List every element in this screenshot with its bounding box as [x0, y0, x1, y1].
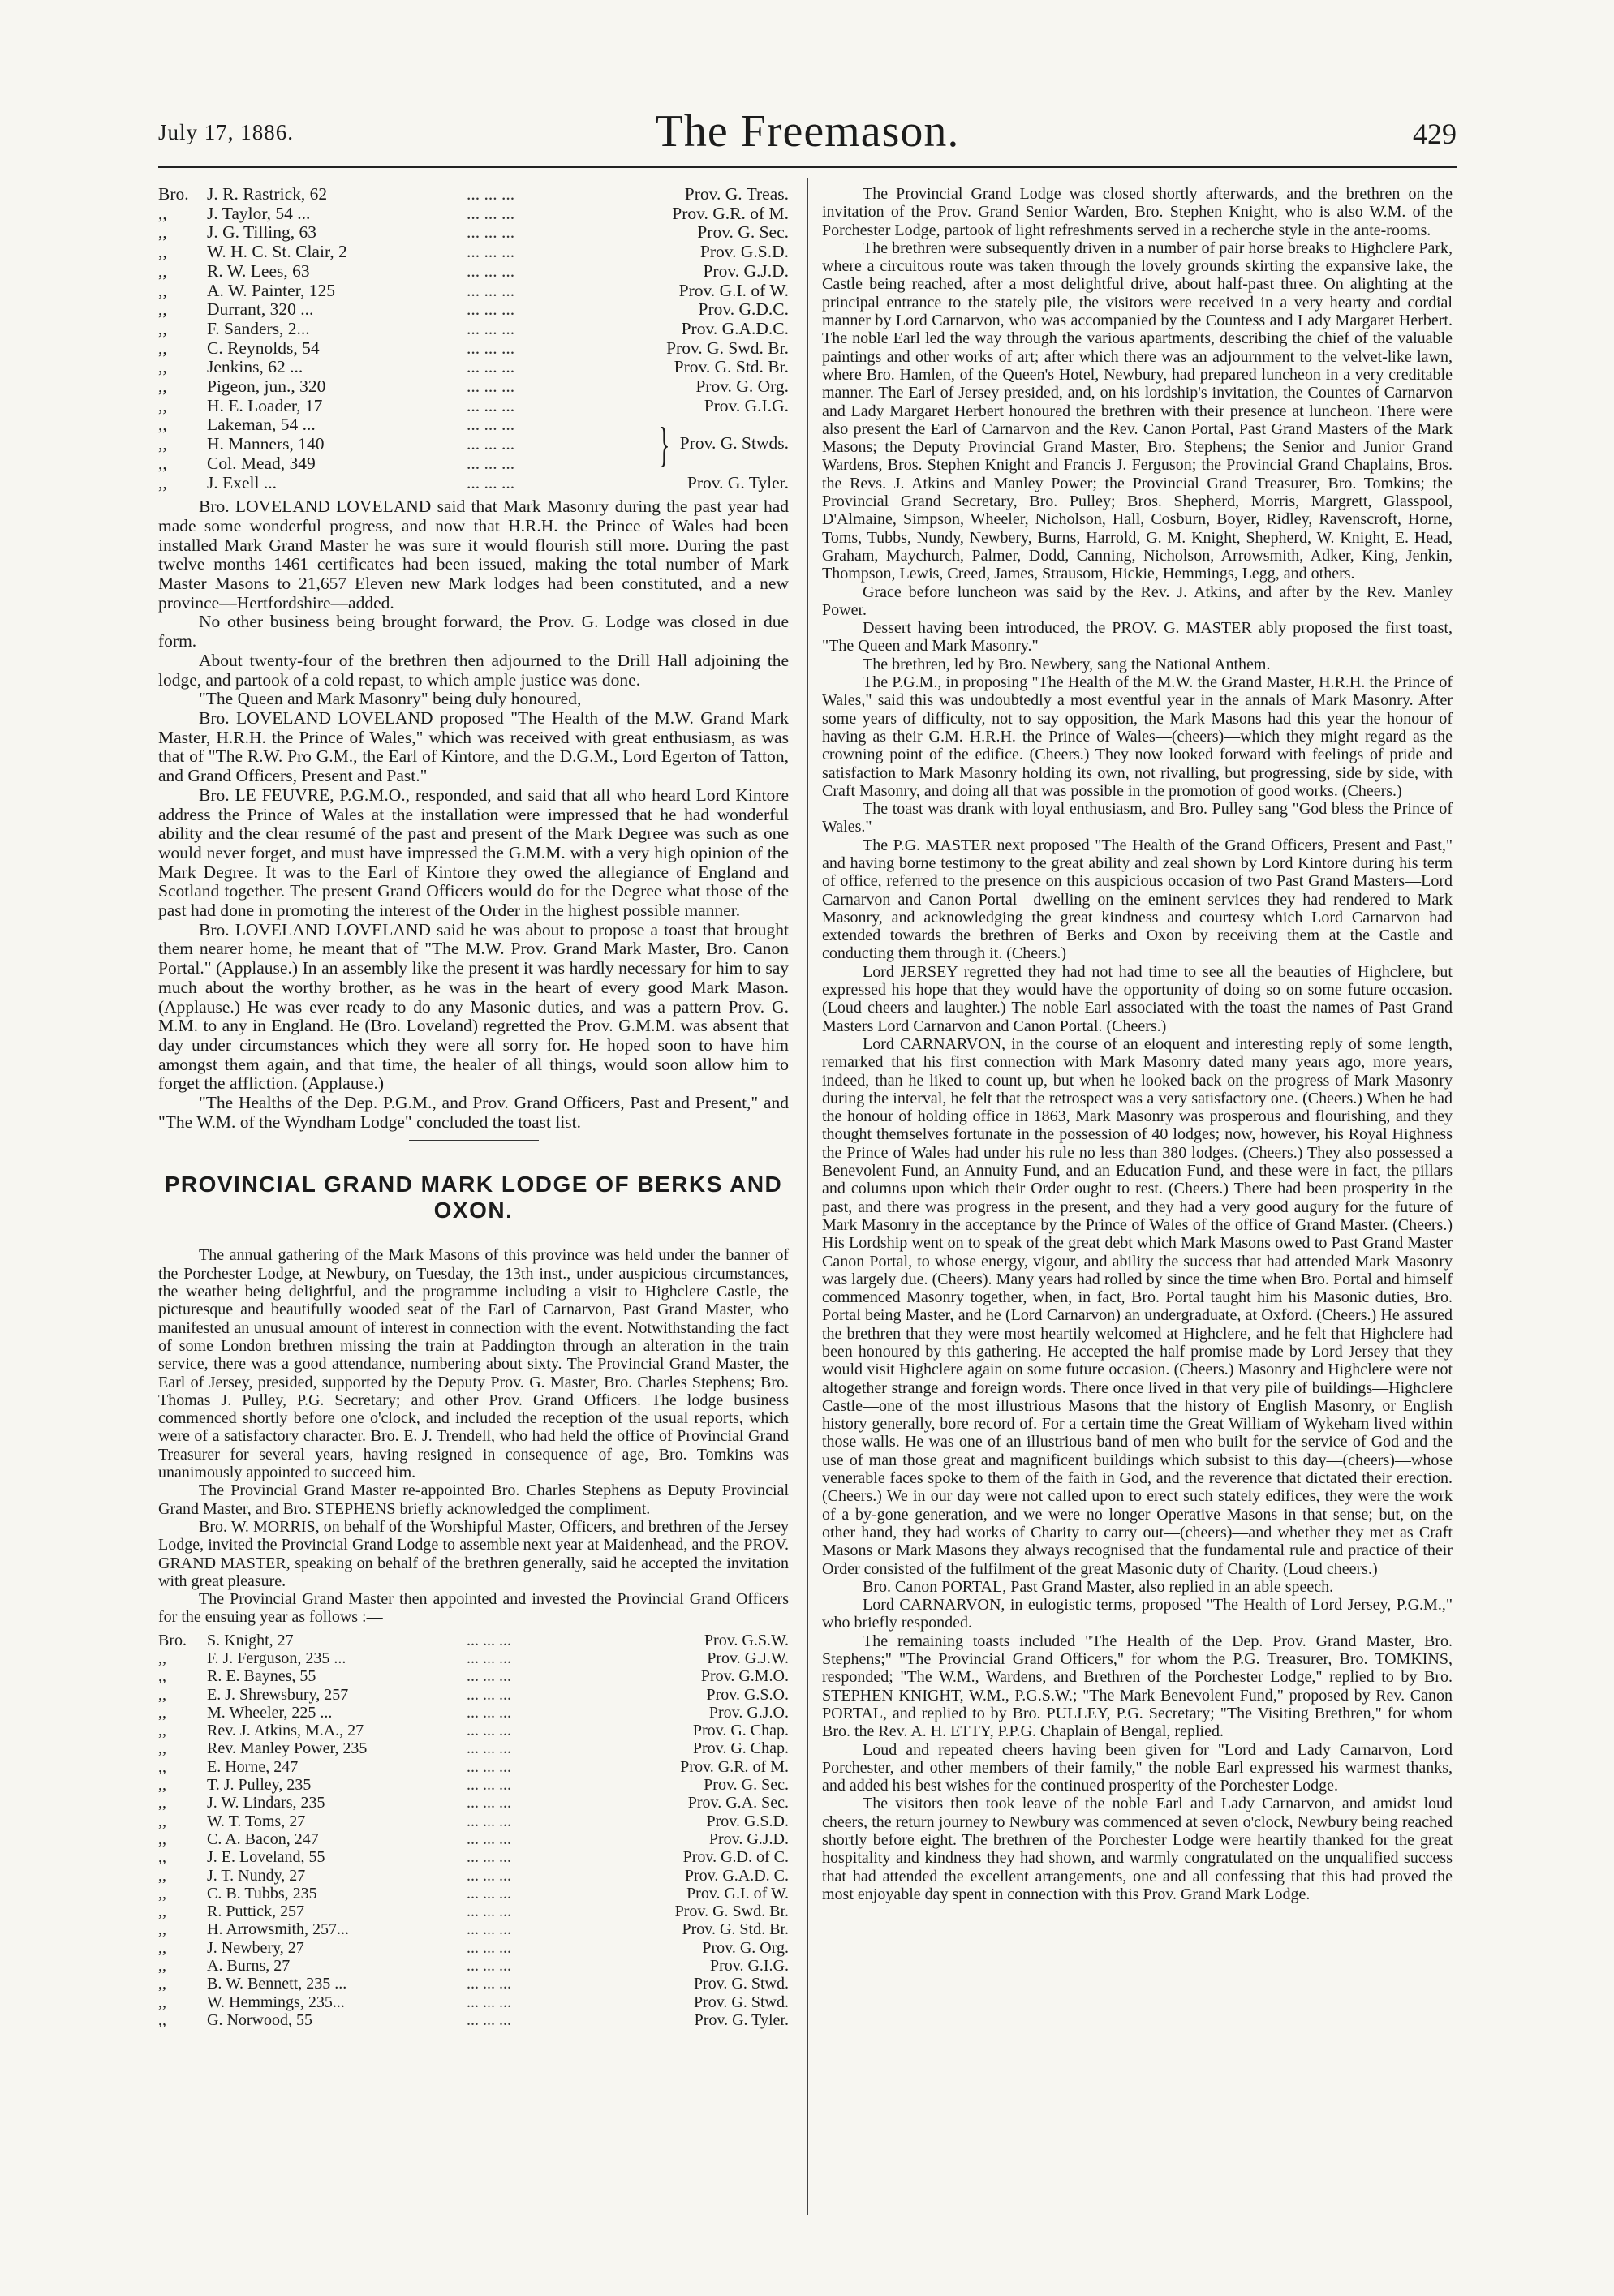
table-row: ,, G. Norwood, 55 ... ... ... Prov. G. Tyler. [158, 2010, 789, 2029]
table-row: ,, C. Reynolds, 54 ... ... ... Prov. G. Swd. Br. [158, 338, 789, 358]
paragraph: The Provincial Grand Master re-appointed Bro. Charles Stephens as Deputy Provincial Grand Master, and Bro. STEPHENS briefly acknowledged the compliment. [158, 1481, 789, 1518]
paragraph: Bro. W. MORRIS, on behalf of the Worshipful Master, Officers, and brethren of the Jersey Lodge, invited the Provincial Grand Lodge to assemble next year at Maidenhead, and the PROV. GRAND MASTER, speaking on behalf of the brethren generally, said he accepted the invitation with great pleasure. [158, 1517, 789, 1590]
right-column [822, 185, 1453, 1903]
stewards-office: Prov. G. Stwds. [679, 432, 789, 453]
column-divider [807, 178, 808, 2215]
table-row: ,, J. Taylor, 54 ... ... ... ... Prov. G.R. of M. [158, 203, 789, 223]
table-row: ,, F. Sanders, 2... ... ... ... Prov. G.A.D.C. [158, 318, 789, 338]
table-row: ,, H. Arrowsmith, 257... ... ... ... Prov. G. Std. Br. [158, 1920, 789, 1939]
table-row: Bro. J. R. Rastrick, 62 ... ... ... Prov. G. Treas. [158, 184, 789, 204]
issue-date: July 17, 1886. [158, 120, 295, 144]
table-row: ,, Jenkins, 62 ... ... ... ... Prov. G. Std. Br. [158, 357, 789, 377]
table-row: ,, W. H. C. St. Clair, 2 ... ... ... Prov. G.S.D. [158, 242, 789, 262]
table-row: ,, E. Horne, 247 ... ... ... Prov. G.R. of M. [158, 1757, 789, 1776]
paragraph: Lord JERSEY regretted they had not had time to see all the beauties of Highclere, but expressed his hope that they would have the opportunity of doing so on some future occasion. (Loud cheers and laughter.) The noble Earl associated with the toast the names of Past Grand Masters Lord Carnarvon and Canon Portal. (Cheers.) [822, 962, 1453, 1035]
table-row: ,, A. W. Painter, 125 ... ... ... Prov. G.I. of W. [158, 280, 789, 300]
paragraph: Grace before luncheon was said by the Rev. J. Atkins, and after by the Rev. Manley Power. [822, 583, 1453, 619]
table-row: ,, C. A. Bacon, 247 ... ... ... Prov. G.J.D. [158, 1829, 789, 1848]
table-row: ,, R. Puttick, 257 ... ... ... Prov. G. Swd. Br. [158, 1903, 789, 1921]
paragraph: No other business being brought forward, the Prov. G. Lodge was closed in due form. [158, 612, 789, 651]
officers-table-top [158, 185, 789, 492]
paragraph: Lord CARNARVON, in the course of an eloquent and interesting reply of some length, remarked that his first connection with Mark Masonry dated many years ago, more years, indeed, than he liked to count up, but when he looked back on the progress of Mark Masonry during the interval, he felt that the retrospect was a very satisfactory one. (Cheers.) When he had the honour of holding office in 1863, Mark Masonry was prosperous and flourishing, and they thought themselves fortunate in the possession of 40 lodges; now, however, his Royal Highness the Prince of Wales had under his rule no less than 380 lodges. (Cheers.) They also possessed a Benevolent Fund, an Annuity Fund, and an Education Fund, and these were in fact, the pillars and columns upon which their Order ought to rest. (Cheers.) There had been prosperity in the past, and there was progress in the present, and they had a very good augury for the future of Mark Masonry in the acceptance by the Prince of Wales of the office of Grand Master. (Cheers.) His Lordship went on to speak of the great debt which Mark Masons owed to Past Grand Master Canon Portal, to whose energy, vigour, and ability the success that had attended Mark Masonry was largely due. (Cheers). Many years had rolled by since the time when Bro. Portal and himself commenced Masonry together, when, in fact, Bro. Portal taught him his Masonic duties, Bro. Portal being Master, and he (Lord Carnarvon) an undergraduate, at Oxford. (Cheers.) He assured the brethren that they were most heartily welcomed at Highclere, and he felt that Highclere had been honoured by this gathering. He accepted the half promise made by Lord Jersey that they would visit Highclere again on some future occasion. (Cheers.) Masonry and Highclere were not altogether strange and foreign words. There once lived in that very pile of buildings—Highclere Castle—one of the most illustrious Masons that the history of English Masonry, or English history generally, bore record of. For a certain time the Great William of Wykeham lived within those walls. He was one of an illustrious band of men who built for the service of God and the use of man those great and magnificent buildings which subsist to this day—(cheers)—whose venerable faces spoke to them of the faith in God, and the reverence that dictated their erection. (Cheers.) We in our day were not called upon to erect such stately edifices, they were the work of a by-gone generation, and we were no longer Operative Masons in that sense; but, on the other hand, they had works of Charity to carry out—(cheers)—and whether they met as Craft Masons or Mark Masons they always recognised that the fundamental rule and practice of their Order consisted of the fulfilment of the great Masonic duty of Charity. (Loud cheers.) [822, 1034, 1453, 1578]
table-row: ,, J. T. Nundy, 27 ... ... ... Prov. G.A.D. C. [158, 1866, 789, 1885]
table-row: ,, F. J. Ferguson, 235 ... ... ... ... Prov. G.J.W. [158, 1649, 789, 1667]
page-header [158, 105, 1457, 162]
paragraph: The P.G.M., in proposing "The Health of the M.W. the Grand Master, H.R.H. the Prince of Wales," said this was undoubtedly a most eventful year in the annals of Mark Masonry. After some years of difficulty, not to say opposition, the Mark Masons had this year the honour of having as their G.M. H.R.H. the Prince of Wales—(cheers)—which they might regard as the crowning point of the edifice. (Cheers.) They now looked forward with feelings of pride and satisfaction to Mark Masonry holding its own, not rivalling, but progressing, side by side, with Craft Masonry, and doing all that was possible in the promotion of good works. (Cheers.) [822, 673, 1453, 800]
paragraph: The brethren, led by Bro. Newbery, sang the National Anthem. [863, 655, 1271, 673]
table-row: ,, M. Wheeler, 225 ... ... ... ... Prov. G.J.O. [158, 1703, 789, 1722]
paragraph: The brethren were subsequently driven in a number of pair horse breaks to Highclere Park, where a circuitous route was taken through the lovely grounds skirting the expansive lake, the Castle being reached, after a most delightful drive, about half-past three. On alighting at the principal entrance to the stately pile, the visitors were received in a very hearty and cordial manner by Lord Carnarvon, who was accompanied by the Countess and Lady Margaret Herbert. The noble Earl led the way through the various apartments, describing the chief of the valuable paintings and other works of art; after which there was an adjournment to the velvet-like lawn, where Bro. Hamlen, of the Queen's Hotel, Newbury, had prepared luncheon in a very creditable manner. The Earl of Jersey presided, and, on his lordship's invitation, the Countes of Carnarvon and Lady Margaret Herbert honoured the brethren with their presence at luncheon. There were also present the Earl of Carnarvon and the Rev. Canon Portal, Past Grand Masters of the Mark Masons; the Deputy Provincial Grand Master, Bro. Stephens; the Senior and Junior Grand Wardens, Bros. Stephen Knight and Francis J. Ferguson; the Provincial Grand Chaplains, Bros. the Revs. J. Atkins and Manley Power; the Provincial Grand Treasurer, Bro. Tomkins; the Provincial Grand Secretary, Bro. Pulley; Bros. Shepherd, Morris, Margrett, Glasspool, D'Almaine, Simpson, Wheeler, Nicholson, Hall, Cosburn, Boyer, Ridley, Ravenscroft, Horne, Toms, Tubbs, Nundy, Newbery, Burns, Harrold, G. M. Knight, Shepherd, W. Knight, E. Head, Graham, Maychurch, Palmer, Dodd, Canning, Nicholson, Arrowsmith, Adker, King, Jenkin, Thompson, Lewis, Creed, James, Strausom, Hickie, Hemmings, Legg, and others. [822, 239, 1453, 583]
paragraph: Bro. LOVELAND LOVELAND proposed "The Health of the M.W. Grand Mark Master, H.R.H. the Prince of Wales," which was received with great enthusiasm, as was that of "The R.W. Pro G.M., the Earl of Kintore, and the D.G.M., Lord Egerton of Tatton, and Grand Officers, Present and Past." [158, 707, 789, 786]
table-row: ,, Pigeon, jun., 320 ... ... ... Prov. G. Org. [158, 376, 789, 397]
table-row: ,, J. G. Tilling, 63 ... ... ... Prov. G. Sec. [158, 222, 789, 243]
officers-table-bottom [158, 1632, 789, 2030]
paragraph: Dessert having been introduced, the PROV. G. MASTER ably proposed the first toast, "The Queen and Mark Masonry." [822, 619, 1453, 656]
table-row: ,, R. W. Lees, 63 ... ... ... Prov. G.J.D. [158, 260, 789, 281]
table-row: ,, Durrant, 320 ... ... ... ... Prov. G.D.C. [158, 299, 789, 320]
paragraph: Loud and repeated cheers having been given for "Lord and Lady Carnarvon, Lord Porchester, and other members of their family," the noble Earl expressed his warmest thanks, and added his best wishes for the continued prosperity of the Porchester Lodge. [822, 1740, 1453, 1795]
masthead-title: The Freemason. [655, 106, 960, 157]
table-row: ,, J. W. Lindars, 235 ... ... ... Prov. G.A. Sec. [158, 1794, 789, 1812]
paragraph: "The Queen and Mark Masonry" being duly honoured, [199, 689, 582, 709]
table-row: ,, Lakeman, 54 ... ... ... ... } Prov. G. Stwds. [158, 415, 789, 471]
paragraph: Bro. LOVELAND LOVELAND said he was about to propose a toast that brought them nearer home, he meant that of "The M.W. Prov. Grand Mark Master, Bro. Canon Portal." (Applause.) In an assembly like the present it was hardly necessary for him to say much about the worthy brother, as he was in the heart of every good Mark Mason. (Applause.) He was ever ready to do any Masonic duties, and was a pattern Prov. G. M.M. to any in England. He (Bro. Loveland) regretted the Prov. G.M.M. was absent that day under circumstances which they were all sorry for. He hoped soon to have him amongst them again, and that time, the healer of all things, would soon allow him to forget the affliction. (Applause.) [158, 919, 789, 1094]
table-row: ,, H. E. Loader, 17 ... ... ... Prov. G.I.G. [158, 395, 789, 415]
paragraph: Lord CARNARVON, in eulogistic terms, proposed "The Health of Lord Jersey, P.G.M.," who briefly responded. [822, 1596, 1453, 1632]
table-row: Bro. S. Knight, 27 ... ... ... Prov. G.S.W. [158, 1631, 789, 1649]
left-column [158, 185, 789, 2029]
paragraph: The P.G. MASTER next proposed "The Health of the Grand Officers, Present and Past," and having borne testimony to the great ability and zeal shown by Lord Kintore during his term of office, referred to the presence on this auspicious occasion of two Past Grand Masters—Lord Carnarvon and Canon Portal—dwelling on the eminent services they had rendered to Mark Masonry, and acknowledging the great kindness and courtesy which Lord Carnarvon had extended towards the brethren of Berks and Oxon by receiving them at the Castle and conducting them through it. (Cheers.) [822, 836, 1453, 963]
table-row: ,, W. Hemmings, 235... ... ... ... Prov. G. Stwd. [158, 1993, 789, 2011]
paragraph: The Provincial Grand Lodge was closed shortly afterwards, and the brethren on the invitation of the Prov. Grand Senior Warden, Bro. Stephen Knight, who is also W.M. of the Porchester Lodge, partook of light refreshments served in a recherche style in the ante-rooms. [822, 185, 1453, 239]
paragraph: The toast was drank with loyal enthusiasm, and Bro. Pulley sang "God bless the Prince of Wales." [822, 800, 1453, 836]
paragraph: About twenty-four of the brethren then adjourned to the Drill Hall adjoining the lodge, and partook of a cold repast, to which ample justice was done. [158, 650, 789, 690]
paragraph: Bro. LE FEUVRE, P.G.M.O., responded, and said that all who heard Lord Kintore address the Prince of Wales at the installation were impressed that he had wonderful ability and the clear resumé of the past and present of the Mark Degree was such as one would never forget, and must have impressed the G.M.M. with a very high opinion of the Mark Degree. It was to the Earl of Kintore they owed the allegiance of England and Scotland together. The present Grand Officers would do for the Degree what those of the past had done in promoting the interest of the Order in the highest possible manner. [158, 785, 789, 921]
table-row: ,, J. Newbery, 27 ... ... ... Prov. G. Org. [158, 1938, 789, 1957]
table-row: ,, A. Burns, 27 ... ... ... Prov. G.I.G. [158, 1957, 789, 1976]
paragraph: Bro. LOVELAND LOVELAND said that Mark Masonry during the past year had made some wonderful progress, and now that H.R.H. the Prince of Wales had been installed Mark Grand Master he was sure it would flourish still more. During the past twelve months 1461 certificates had been issued, making the total number of Mark Master Masons to 21,657 Eleven new Mark lodges had been constituted, and a new province—Hertfordshire—added. [158, 497, 789, 613]
table-row: ,, W. T. Toms, 27 ... ... ... Prov. G.S.D. [158, 1812, 789, 1830]
table-row: ,, C. B. Tubbs, 235 ... ... ... Prov. G.I. of W. [158, 1884, 789, 1903]
table-row: ,, E. J. Shrewsbury, 257 ... ... ... Prov. G.S.O. [158, 1685, 789, 1704]
paragraph: The remaining toasts included "The Health of the Dep. Prov. Grand Master, Bro. Stephens;" "The Provincial Grand Officers," for whom the P.G. Treasurer, Bro. TOMKINS, responded; "The W.M., Wardens, and Brethren of the Porchester Lodge," replied to by Bro. STEPHEN KNIGHT, W.M., P.G.S.W.; "The Mark Benevolent Fund," proposed by Rev. Canon PORTAL, and replied to by Bro. PULLEY, P.G. Secretary; "The Visiting Brethren," for whom Bro. the Rev. A. H. ETTY, P.P.G. Chaplain of Bengal, replied. [822, 1632, 1453, 1741]
section-heading: PROVINCIAL GRAND MARK LODGE OF BERKS AND OXON. [164, 1172, 783, 1223]
brace-glyph: } [657, 417, 670, 471]
table-row: ,, Rev. J. Atkins, M.A., 27 ... ... ... Prov. G. Chap. [158, 1722, 789, 1740]
table-row: ,, R. E. Baynes, 55 ... ... ... Prov. G.M.O. [158, 1667, 789, 1686]
table-row: ,, T. J. Pulley, 235 ... ... ... Prov. G. Sec. [158, 1776, 789, 1795]
section-divider [409, 1140, 539, 1141]
page-number: 429 [1413, 118, 1457, 150]
table-row: ,, B. W. Bennett, 235 ... ... ... ... Prov. G. Stwd. [158, 1975, 789, 1993]
paragraph: The visitors then took leave of the noble Earl and Lady Carnarvon, and amidst loud cheers, the return journey to Newbury was commenced at seven o'clock, Newbury being reached shortly before eight. The brethren of the Porchester Lodge were heartily thanked for the great hospitality and kindness they had shown, and warmly congratulated on the unqualified success that had attended the excellent arrangements, one and all confessing that this had proved the most enjoyable day spent in connection with this Prov. Grand Mark Lodge. [822, 1795, 1453, 1903]
table-row: ,, J. E. Loveland, 55 ... ... ... Prov. G.D. of C. [158, 1848, 789, 1867]
paragraph: Bro. Canon PORTAL, Past Grand Master, also replied in an able speech. [863, 1577, 1334, 1596]
table-row: ,, J. Exell ... ... ... ... Prov. G. Tyler. [158, 472, 789, 492]
paragraph: The annual gathering of the Mark Masons of this province was held under the banner of the Porchester Lodge, at Newbury, on Tuesday, the 13th inst., under auspicious circumstances, the weather being delightful, and the programme including a visit to Highclere Castle, the picturesque and beautifully wooded seat of the Earl of Carnarvon, Past Grand Master, who manifested an unusual amount of interest in connection with the event. Notwithstanding the fact of some London brethren missing the train at Paddington through an alteration in the train service, there was a good attendance, numbering about sixty. The Provincial Grand Master, the Earl of Jersey, presided, supported by the Deputy Prov. G. Master, Bro. Charles Stephens; Bro. Thomas J. Pulley, P.G. Secretary; and other Prov. Grand Officers. The lodge business commenced shortly before one o'clock, and included the reception of the usual reports, which were of a satisfactory character. Bro. E. J. Trendell, who had held the office of Provincial Grand Treasurer for several years, having resigned in consequence of age, Bro. Tomkins was unanimously appointed to succeed him. [158, 1246, 789, 1482]
table-row: ,, H. Manners, 140 ... ... ... [158, 434, 515, 454]
paragraph: "The Healths of the Dep. P.G.M., and Prov. Grand Officers, Past and Present," and "The W.M. of the Wyndham Lodge" concluded the toast list. [158, 1093, 789, 1132]
table-row: ,, Col. Mead, 349 ... ... ... [158, 453, 515, 473]
table-row: ,, Rev. Manley Power, 235 ... ... ... Prov. G. Chap. [158, 1739, 789, 1758]
header-rule [158, 166, 1457, 168]
paragraph: The Provincial Grand Master then appointed and invested the Provincial Grand Officers for the ensuing year as follows :— [158, 1590, 789, 1627]
